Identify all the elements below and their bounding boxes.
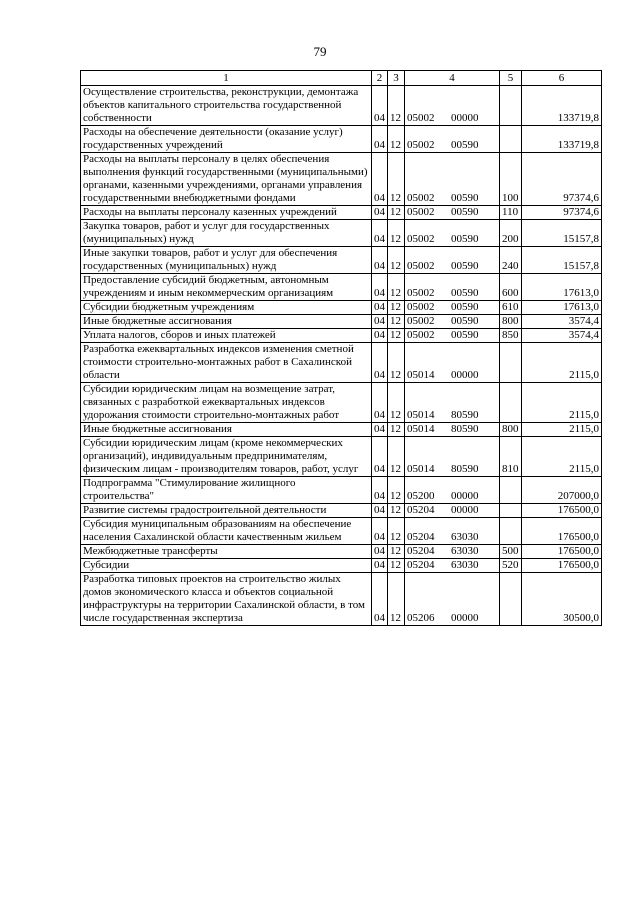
row-name: Уплата налогов, сборов и иных платежей — [81, 329, 372, 343]
row-section: 04 — [372, 559, 388, 573]
table-row — [81, 206, 602, 220]
table-row — [81, 86, 602, 126]
target-article-part-b: 00590 — [451, 139, 479, 151]
target-article-part-b: 00000 — [451, 490, 479, 502]
row-target-article — [405, 477, 500, 504]
row-expense-type — [500, 86, 522, 126]
row-subsection: 12 — [388, 315, 405, 329]
row-target-article — [405, 301, 500, 315]
row-section: 04 — [372, 206, 388, 220]
row-expense-type: 800 — [500, 423, 522, 437]
row-subsection: 12 — [388, 301, 405, 315]
target-article-part-a: 05204 — [407, 559, 435, 571]
target-article-part-b: 00590 — [451, 301, 479, 313]
row-amount: 97374,6 — [522, 153, 602, 206]
table-row — [81, 477, 602, 504]
target-article-part-a: 05002 — [407, 192, 435, 204]
table-header-row — [81, 71, 602, 86]
target-article-part-b: 63030 — [451, 559, 479, 571]
row-subsection: 12 — [388, 247, 405, 274]
row-section: 04 — [372, 220, 388, 247]
row-name: Субсидии бюджетным учреждениям — [81, 301, 372, 315]
target-article-part-b: 63030 — [451, 531, 479, 543]
target-article-part-b: 00590 — [451, 329, 479, 341]
row-target-article — [405, 343, 500, 383]
row-subsection: 12 — [388, 545, 405, 559]
table-row — [81, 153, 602, 206]
row-amount: 2115,0 — [522, 383, 602, 423]
table-row — [81, 343, 602, 383]
row-section: 04 — [372, 315, 388, 329]
target-article-part-a: 05014 — [407, 423, 435, 435]
row-name: Субсидии юридическим лицам на возмещение затрат, связанных с разработкой ежеквартальных индексов удорожания стоимости строительно-монтажных работ — [81, 383, 372, 423]
table-row — [81, 126, 602, 153]
row-subsection: 12 — [388, 274, 405, 301]
row-name: Иные бюджетные ассигнования — [81, 423, 372, 437]
row-target-article — [405, 86, 500, 126]
row-name: Субсидии юридическим лицам (кроме некоммерческих организаций), индивидуальным предпринимателям, физическим лицам - производителям товаров, работ, услуг — [81, 437, 372, 477]
column-header: 4 — [405, 71, 500, 86]
row-name: Расходы на выплаты персоналу в целях обеспечения выполнения функций государственными (муниципальными) органами, казенными учреждениями, органами управления государственными внебюджетными фондами — [81, 153, 372, 206]
row-section: 04 — [372, 343, 388, 383]
target-article-part-b: 00590 — [451, 206, 479, 218]
row-expense-type: 600 — [500, 274, 522, 301]
target-article-part-b: 00590 — [451, 260, 479, 272]
row-subsection: 12 — [388, 329, 405, 343]
table-row — [81, 301, 602, 315]
row-expense-type: 100 — [500, 153, 522, 206]
target-article-part-b: 80590 — [451, 409, 479, 421]
target-article-part-b: 00590 — [451, 287, 479, 299]
row-expense-type — [500, 477, 522, 504]
row-expense-type — [500, 573, 522, 626]
row-amount: 17613,0 — [522, 301, 602, 315]
column-header: 5 — [500, 71, 522, 86]
row-section: 04 — [372, 423, 388, 437]
row-name: Закупка товаров, работ и услуг для государственных (муниципальных) нужд — [81, 220, 372, 247]
row-name: Предоставление субсидий бюджетным, автономным учреждениям и иным некоммерческим организациям — [81, 274, 372, 301]
row-target-article — [405, 126, 500, 153]
table-row — [81, 383, 602, 423]
target-article-part-a: 05014 — [407, 369, 435, 381]
row-section: 04 — [372, 247, 388, 274]
row-name: Межбюджетные трансферты — [81, 545, 372, 559]
target-article-part-a: 05002 — [407, 301, 435, 313]
table-row — [81, 573, 602, 626]
row-section: 04 — [372, 518, 388, 545]
row-name: Осуществление строительства, реконструкции, демонтажа объектов капитального строительства государственной собственности — [81, 86, 372, 126]
row-section: 04 — [372, 86, 388, 126]
row-target-article — [405, 423, 500, 437]
target-article-part-b: 80590 — [451, 463, 479, 475]
table-row — [81, 315, 602, 329]
row-subsection: 12 — [388, 518, 405, 545]
table-row — [81, 247, 602, 274]
row-section: 04 — [372, 573, 388, 626]
row-expense-type — [500, 343, 522, 383]
page-number: 79 — [313, 44, 327, 59]
row-amount: 15157,8 — [522, 220, 602, 247]
row-subsection: 12 — [388, 383, 405, 423]
row-name: Разработка типовых проектов на строительство жилых домов экономического класса и объектов социальной инфраструктуры на территории Сахалинской области, в том числе государственная экспертиза — [81, 573, 372, 626]
row-section: 04 — [372, 437, 388, 477]
target-article-part-a: 05002 — [407, 260, 435, 272]
target-article-part-b: 00590 — [451, 192, 479, 204]
target-article-part-a: 05002 — [407, 206, 435, 218]
row-name: Иные бюджетные ассигнования — [81, 315, 372, 329]
row-section: 04 — [372, 126, 388, 153]
row-target-article — [405, 206, 500, 220]
table-row — [81, 220, 602, 247]
row-target-article — [405, 220, 500, 247]
row-amount: 3574,4 — [522, 329, 602, 343]
row-subsection: 12 — [388, 423, 405, 437]
row-name: Иные закупки товаров, работ и услуг для обеспечения государственных (муниципальных) нужд — [81, 247, 372, 274]
table-row — [81, 329, 602, 343]
table-row — [81, 504, 602, 518]
row-amount: 17613,0 — [522, 274, 602, 301]
target-article-part-b: 00590 — [451, 233, 479, 245]
row-name: Субсидии — [81, 559, 372, 573]
row-subsection: 12 — [388, 504, 405, 518]
target-article-part-b: 00000 — [451, 612, 479, 624]
row-expense-type: 110 — [500, 206, 522, 220]
target-article-part-a: 05200 — [407, 490, 435, 502]
target-article-part-b: 00590 — [451, 315, 479, 327]
table-row — [81, 274, 602, 301]
budget-table — [80, 70, 602, 626]
table-row — [81, 437, 602, 477]
target-article-part-a: 05002 — [407, 315, 435, 327]
row-amount: 15157,8 — [522, 247, 602, 274]
row-expense-type: 200 — [500, 220, 522, 247]
target-article-part-b: 80590 — [451, 423, 479, 435]
row-expense-type: 800 — [500, 315, 522, 329]
target-article-part-b: 63030 — [451, 545, 479, 557]
row-target-article — [405, 573, 500, 626]
row-section: 04 — [372, 545, 388, 559]
row-amount: 176500,0 — [522, 559, 602, 573]
row-subsection: 12 — [388, 126, 405, 153]
target-article-part-a: 05204 — [407, 504, 435, 516]
row-subsection: 12 — [388, 343, 405, 383]
row-name: Расходы на выплаты персоналу казенных учреждений — [81, 206, 372, 220]
row-name: Разработка ежеквартальных индексов изменения сметной стоимости строительно-монтажных работ в Сахалинской области — [81, 343, 372, 383]
target-article-part-b: 00000 — [451, 504, 479, 516]
row-section: 04 — [372, 274, 388, 301]
target-article-part-b: 00000 — [451, 369, 479, 381]
row-section: 04 — [372, 504, 388, 518]
row-section: 04 — [372, 477, 388, 504]
row-subsection: 12 — [388, 477, 405, 504]
row-target-article — [405, 559, 500, 573]
row-expense-type: 240 — [500, 247, 522, 274]
row-amount: 176500,0 — [522, 504, 602, 518]
row-target-article — [405, 383, 500, 423]
row-expense-type: 850 — [500, 329, 522, 343]
row-amount: 97374,6 — [522, 206, 602, 220]
row-target-article — [405, 437, 500, 477]
target-article-part-a: 05204 — [407, 545, 435, 557]
target-article-part-a: 05204 — [407, 531, 435, 543]
target-article-part-a: 05002 — [407, 139, 435, 151]
row-amount: 207000,0 — [522, 477, 602, 504]
row-target-article — [405, 315, 500, 329]
row-section: 04 — [372, 329, 388, 343]
row-amount: 3574,4 — [522, 315, 602, 329]
row-name: Субсидия муниципальным образованиям на обеспечение населения Сахалинской области качественным жильем — [81, 518, 372, 545]
row-expense-type: 810 — [500, 437, 522, 477]
row-expense-type: 500 — [500, 545, 522, 559]
row-amount: 176500,0 — [522, 518, 602, 545]
row-amount: 30500,0 — [522, 573, 602, 626]
column-header: 6 — [522, 71, 602, 86]
target-article-part-a: 05206 — [407, 612, 435, 624]
row-section: 04 — [372, 383, 388, 423]
column-header: 3 — [388, 71, 405, 86]
row-subsection: 12 — [388, 559, 405, 573]
row-name: Расходы на обеспечение деятельности (оказание услуг) государственных учреждений — [81, 126, 372, 153]
table-row — [81, 518, 602, 545]
row-expense-type — [500, 518, 522, 545]
row-amount: 176500,0 — [522, 545, 602, 559]
column-header: 2 — [372, 71, 388, 86]
target-article-part-a: 05002 — [407, 233, 435, 245]
column-header: 1 — [81, 71, 372, 86]
row-name: Развитие системы градостроительной деятельности — [81, 504, 372, 518]
row-amount: 2115,0 — [522, 437, 602, 477]
row-subsection: 12 — [388, 206, 405, 220]
target-article-part-a: 05002 — [407, 287, 435, 299]
row-name: Подпрограмма "Стимулирование жилищного строительства" — [81, 477, 372, 504]
row-target-article — [405, 545, 500, 559]
row-subsection: 12 — [388, 573, 405, 626]
row-expense-type — [500, 504, 522, 518]
target-article-part-a: 05014 — [407, 409, 435, 421]
row-subsection: 12 — [388, 437, 405, 477]
row-target-article — [405, 274, 500, 301]
table-row — [81, 559, 602, 573]
row-amount: 133719,8 — [522, 126, 602, 153]
row-amount: 2115,0 — [522, 343, 602, 383]
row-amount: 2115,0 — [522, 423, 602, 437]
row-expense-type: 610 — [500, 301, 522, 315]
row-section: 04 — [372, 153, 388, 206]
row-target-article — [405, 518, 500, 545]
row-expense-type — [500, 383, 522, 423]
table-row — [81, 423, 602, 437]
target-article-part-a: 05002 — [407, 112, 435, 124]
row-amount: 133719,8 — [522, 86, 602, 126]
row-expense-type: 520 — [500, 559, 522, 573]
row-section: 04 — [372, 301, 388, 315]
row-target-article — [405, 329, 500, 343]
target-article-part-b: 00000 — [451, 112, 479, 124]
table-row — [81, 545, 602, 559]
target-article-part-a: 05002 — [407, 329, 435, 341]
target-article-part-a: 05014 — [407, 463, 435, 475]
row-expense-type — [500, 126, 522, 153]
row-subsection: 12 — [388, 153, 405, 206]
row-target-article — [405, 504, 500, 518]
row-target-article — [405, 153, 500, 206]
row-target-article — [405, 247, 500, 274]
row-subsection: 12 — [388, 86, 405, 126]
row-subsection: 12 — [388, 220, 405, 247]
